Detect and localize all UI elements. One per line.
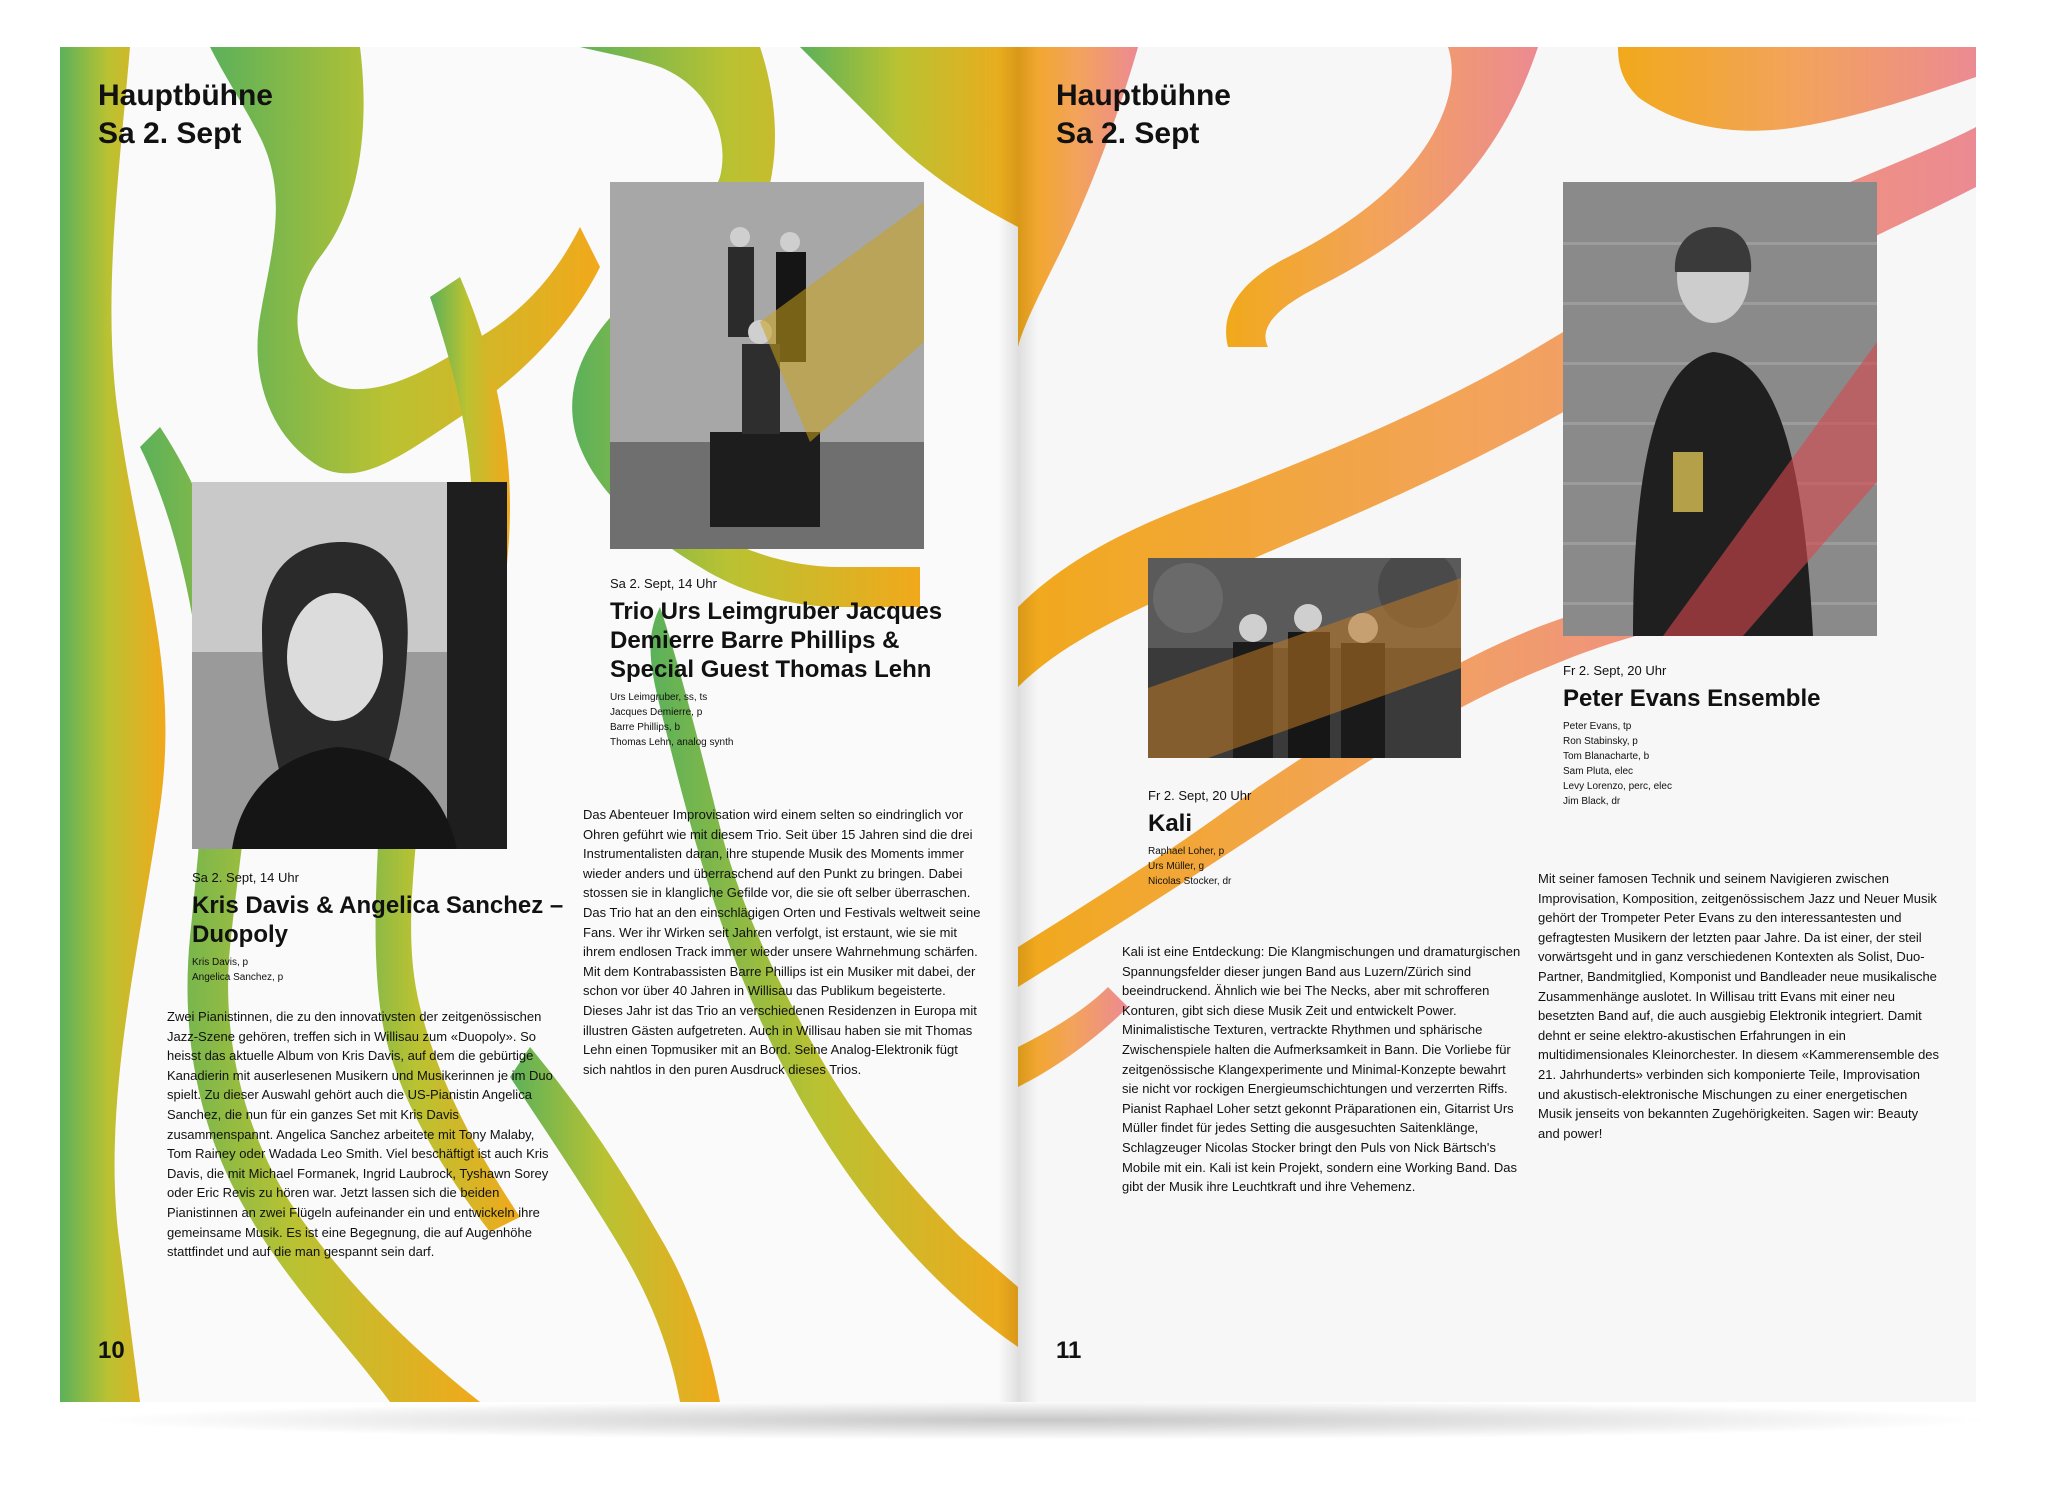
event-description: Kali ist eine Entdeckung: Die Klangmischungen und dramaturgischen Spannungsfelder dieser jungen Band aus Luzern/Zürich sind beeindruckend. Ähnlich wie bei The Necks, aber mit schrofferen Konturen, gibt sich diese Musik Zeit und entwickelt Power. Minimalistische Texturen, vertrackte Rhythmen und sphärische Zwischenspiele halten die Aufmerksamkeit in Bann. Die Vorliebe für zeitgenössische Klangexperimente und Minimal-Konzepte bewahrt sie nicht vor rockigen Energieumschichtungen und verzerrten Riffs. Pianist Raphael Loher setzt gekonnt Präparationen ein, Gitarrist Urs Müller findet für jedes Setting die ausgesuchten Saitenklänge, Schlagzeuger Nicolas Stocker bringt den Puls von Nick Bärtsch's Mobile mit ein. Kali ist kein Projekt, sondern eine Working Band. Das gibt der Musik ihre Leuchtkraft und ihre Vehemenz. <box>1122 944 1521 1195</box>
right-page <box>1018 47 1976 1402</box>
lineup-item: Barre Phillips, b <box>610 722 681 733</box>
venue-label: Hauptbühne <box>98 79 273 112</box>
lineup-item: Ron Stabinsky, p <box>1563 736 1638 747</box>
event-lineup <box>1563 719 1943 809</box>
event-description: Zwei Pianistinnen, die zu den innovativsten der zeitgenössischen Jazz-Szene gehören, treffen sich in Willisau zum «Duopoly». So heisst das aktuelle Album von Kris Davis, auf dem die gebürtige Kanadierin mit auserlesenen Musikern und Musikerinnen je im Duo spielt. Zu dieser Auswahl gehört auch die US-Pianistin Angelica Sanchez, die nun für ein ganzes Set mit Kris Davis zusammenspannt. Angelica Sanchez arbeitete mit Tony Malaby, Tom Rainey oder Wadada Leo Smith. Viel beschäftigt ist auch Kris Davis, die mit Michael Formanek, Ingrid Laubrock, Tyshawn Sorey oder Eric Revis zu hören war. Jetzt lassen sich die beiden Pianistinnen an zwei Flügeln aufeinander ein und entwickeln ihre gemeinsame Musik. Es ist eine Begegnung, die auf Augenhöhe stattfindet und auf die man gespannt sein darf. <box>167 1009 553 1260</box>
event-title: Peter Evans Ensemble <box>1563 685 1821 712</box>
date-label: Sa 2. Sept <box>98 117 242 150</box>
event-description: Das Abenteuer Improvisation wird einem selten so eindringlich vor Ohren geführt wie mit diesem Trio. Seit über 15 Jahren sind die drei Instrumentalisten daran, ihre stupende Musik des Moments immer wieder anders und überraschend auf den Punkt zu bringen. Dabei stossen sie in klangliche Gefilde vor, die sie oft selber überraschen. Das Trio hat an den einschlägigen Orten und Festivals weltweit seine Fans. Wer ihr Wirken seit Jahren verfolgt, ist erstaunt, wie sie mit ihrem endlosen Track immer wieder unsere Wahrnehmung schärfen. Mit dem Kontrabassisten Barre Phillips ist ein Musiker mit dabei, der schon vor über 40 Jahren in Willisau das Publikum begeisterte. Dieses Jahr ist das Trio an verschiedenen Residenzen in Europa mit illustren Gästen aufgetreten. Auch in Willisau haben sie mit Thomas Lehn einen Topmusiker mit an Bord. Seine Analog-Elektronik fügt sich nahtlos in den puren Ausdruck dieses Trios. <box>583 807 981 1077</box>
lineup-item: Jim Black, dr <box>1563 796 1621 807</box>
lineup-item: Kris Davis, p <box>192 957 249 968</box>
event-lineup <box>1148 844 1508 889</box>
spine-gutter <box>998 47 1038 1402</box>
event-date: Fr 2. Sept, 20 Uhr <box>1563 663 1667 678</box>
event-title: Trio Urs Leimgruber Jacques Demierre Barre Phillips & Special Guest Thomas Lehn <box>610 598 943 683</box>
event-description: Mit seiner famosen Technik und seinem Navigieren zwischen Improvisation, Komposition, zeitgenössischem Jazz und Neuer Musik gehört der Trompeter Peter Evans zu den interessantesten und gefragtesten Musikern der letzten paar Jahre. Da ist einer, der steil vorwärtsgeht und in ganz verschiedenen Kontexten als Solist, Duo-Partner, Bandmitglied, Komponist und Bandleader neue musikalische Zusammenhänge auslotet. In Willisau tritt Evans mit einer neu besetzten Band auf, die auch ausgiebig Elektronik integriert. Damit dehnt er seine elektro-akustischen Erfahrungen in ein multidimensionales Kleinorchester. In diesem «Kammerensemble des 21. Jahrhunderts» verbinden sich komponierte Teile, Improvisation und akustisch-elektronische Mischungen zu einer energetischen Musik jenseits von bekannten Zugehörigkeiten. Sagen wir: Beauty and power! <box>1538 871 1940 1141</box>
lineup-item: Urs Müller, g <box>1148 861 1205 872</box>
spread-shadow <box>80 1400 2000 1440</box>
event-lineup <box>192 955 582 985</box>
event-date: Sa 2. Sept, 14 Uhr <box>192 870 299 885</box>
lineup-item: Angelica Sanchez, p <box>192 972 284 983</box>
event-kris-davis <box>192 869 582 985</box>
lineup-item: Jacques Demierre, p <box>610 707 703 718</box>
kali-photo <box>1148 558 1461 758</box>
lineup-item: Raphael Loher, p <box>1148 846 1225 857</box>
page-number: 10 <box>98 1337 125 1364</box>
page-heading <box>1056 77 1231 153</box>
event-lineup <box>610 690 990 750</box>
event-kali <box>1148 787 1508 889</box>
lineup-item: Urs Leimgruber, ss, ts <box>610 692 708 703</box>
event-trio-leimgruber <box>610 575 990 750</box>
event-date: Fr 2. Sept, 20 Uhr <box>1148 788 1252 803</box>
lineup-item: Levy Lorenzo, perc, elec <box>1563 781 1672 792</box>
kris-davis-photo <box>192 482 507 849</box>
lineup-item: Thomas Lehn, analog synth <box>610 737 734 748</box>
lineup-item: Nicolas Stocker, dr <box>1148 876 1232 887</box>
event-title: Kris Davis & Angelica Sanchez – Duopoly <box>192 892 564 948</box>
page-heading <box>98 77 273 153</box>
event-title: Kali <box>1148 810 1193 837</box>
event-date: Sa 2. Sept, 14 Uhr <box>610 576 717 591</box>
page-number: 11 <box>1056 1337 1082 1364</box>
date-label: Sa 2. Sept <box>1056 117 1200 150</box>
event-peter-evans <box>1563 662 1943 809</box>
venue-label: Hauptbühne <box>1056 79 1231 112</box>
lineup-item: Tom Blanacharte, b <box>1563 751 1650 762</box>
peter-evans-photo <box>1563 182 1877 636</box>
lineup-item: Peter Evans, tp <box>1563 721 1632 732</box>
trio-leimgruber-photo <box>610 182 924 549</box>
left-page <box>60 47 1018 1402</box>
lineup-item: Sam Pluta, elec <box>1563 766 1634 777</box>
